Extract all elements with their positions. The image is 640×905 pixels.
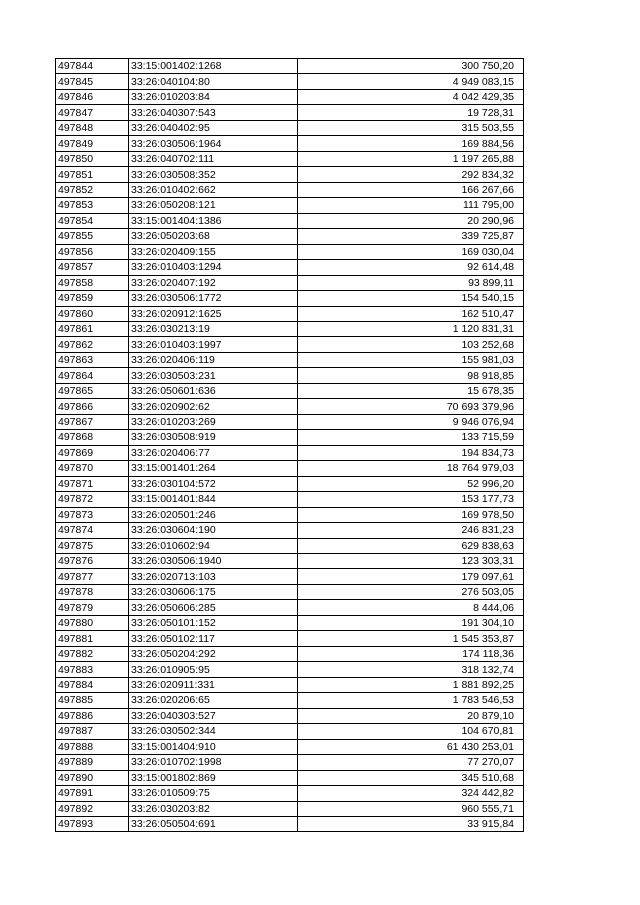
table-row (56, 414, 524, 429)
row-id-cell: 497865 (56, 383, 129, 398)
table-row (56, 646, 524, 661)
cadastral-number-cell: 33:26:020912:1625 (129, 306, 298, 321)
table-row (56, 584, 524, 599)
row-id-cell: 497886 (56, 708, 129, 723)
row-id-cell: 497869 (56, 445, 129, 460)
value-cell: 52 996,20 (298, 476, 524, 491)
value-cell: 61 430 253,01 (298, 739, 524, 754)
row-id-cell: 497851 (56, 167, 129, 182)
cadastral-number-cell: 33:15:001402:1268 (129, 59, 298, 74)
table-row (56, 461, 524, 476)
row-id-cell: 497846 (56, 89, 129, 104)
row-id-cell: 497891 (56, 786, 129, 801)
row-id-cell: 497889 (56, 755, 129, 770)
cadastral-number-cell: 33:26:030606:175 (129, 584, 298, 599)
value-cell: 345 510,68 (298, 770, 524, 785)
cadastral-number-cell: 33:26:010403:1997 (129, 337, 298, 352)
table-row (56, 182, 524, 197)
row-id-cell: 497862 (56, 337, 129, 352)
cadastral-number-cell: 33:26:040303:527 (129, 708, 298, 723)
cadastral-number-cell: 33:26:020911:331 (129, 677, 298, 692)
row-id-cell: 497845 (56, 74, 129, 89)
value-cell: 155 981,03 (298, 352, 524, 367)
table-row (56, 352, 524, 367)
table-row (56, 507, 524, 522)
value-cell: 169 978,50 (298, 507, 524, 522)
table-row (56, 321, 524, 336)
value-cell: 162 510,47 (298, 306, 524, 321)
row-id-cell: 497859 (56, 291, 129, 306)
row-id-cell: 497882 (56, 646, 129, 661)
cadastral-number-cell: 33:26:040104:80 (129, 74, 298, 89)
table-row (56, 167, 524, 182)
table-row (56, 739, 524, 754)
row-id-cell: 497852 (56, 182, 129, 197)
value-cell: 33 915,84 (298, 816, 524, 831)
cadastral-number-cell: 33:26:050606:285 (129, 600, 298, 615)
value-cell: 166 267,66 (298, 182, 524, 197)
row-id-cell: 497870 (56, 461, 129, 476)
cadastral-number-cell: 33:26:030203:82 (129, 801, 298, 816)
table-row (56, 244, 524, 259)
cadastral-number-cell: 33:26:010509:75 (129, 786, 298, 801)
table-row (56, 631, 524, 646)
row-id-cell: 497860 (56, 306, 129, 321)
value-cell: 1 545 353,87 (298, 631, 524, 646)
row-id-cell: 497880 (56, 615, 129, 630)
table-row (56, 445, 524, 460)
value-cell: 123 303,31 (298, 554, 524, 569)
cadastral-number-cell: 33:26:030104:572 (129, 476, 298, 491)
cadastral-number-cell: 33:26:020902:62 (129, 399, 298, 414)
cadastral-number-cell: 33:26:050204:292 (129, 646, 298, 661)
row-id-cell: 497888 (56, 739, 129, 754)
row-id-cell: 497857 (56, 260, 129, 275)
row-id-cell: 497871 (56, 476, 129, 491)
table-row (56, 399, 524, 414)
table-row (56, 89, 524, 104)
table-row (56, 708, 524, 723)
row-id-cell: 497867 (56, 414, 129, 429)
value-cell: 92 614,48 (298, 260, 524, 275)
row-id-cell: 497892 (56, 801, 129, 816)
value-cell: 1 120 831,31 (298, 321, 524, 336)
table-row (56, 476, 524, 491)
table-row (56, 136, 524, 151)
value-cell: 174 118,36 (298, 646, 524, 661)
table-row (56, 383, 524, 398)
cadastral-number-cell: 33:26:010602:94 (129, 538, 298, 553)
row-id-cell: 497875 (56, 538, 129, 553)
table-row (56, 120, 524, 135)
row-id-cell: 497887 (56, 724, 129, 739)
row-id-cell: 497861 (56, 321, 129, 336)
value-cell: 315 503,55 (298, 120, 524, 135)
row-id-cell: 497855 (56, 229, 129, 244)
cadastral-number-cell: 33:15:001404:1386 (129, 213, 298, 228)
value-cell: 191 304,10 (298, 615, 524, 630)
table-row (56, 600, 524, 615)
cadastral-number-cell: 33:26:020409:155 (129, 244, 298, 259)
value-cell: 103 252,68 (298, 337, 524, 352)
value-cell: 153 177,73 (298, 492, 524, 507)
table-row (56, 693, 524, 708)
table-row (56, 74, 524, 89)
value-cell: 292 834,32 (298, 167, 524, 182)
value-cell: 93 899,11 (298, 275, 524, 290)
row-id-cell: 497890 (56, 770, 129, 785)
cadastral-number-cell: 33:15:001404:910 (129, 739, 298, 754)
cadastral-number-cell: 33:26:030506:1964 (129, 136, 298, 151)
table-row (56, 786, 524, 801)
row-id-cell: 497878 (56, 584, 129, 599)
cadastral-value-table (55, 58, 524, 832)
cadastral-number-cell: 33:26:030506:1940 (129, 554, 298, 569)
cadastral-number-cell: 33:26:040402:95 (129, 120, 298, 135)
cadastral-number-cell: 33:26:030503:231 (129, 368, 298, 383)
row-id-cell: 497856 (56, 244, 129, 259)
cadastral-number-cell: 33:26:030508:919 (129, 430, 298, 445)
table-row (56, 151, 524, 166)
value-cell: 169 884,56 (298, 136, 524, 151)
cadastral-number-cell: 33:26:020406:119 (129, 352, 298, 367)
row-id-cell: 497881 (56, 631, 129, 646)
cadastral-number-cell: 33:26:030506:1772 (129, 291, 298, 306)
table-row (56, 198, 524, 213)
value-cell: 276 503,05 (298, 584, 524, 599)
cadastral-number-cell: 33:15:001802:869 (129, 770, 298, 785)
table-row (56, 337, 524, 352)
value-cell: 20 290,96 (298, 213, 524, 228)
cadastral-number-cell: 33:26:010403:1294 (129, 260, 298, 275)
value-cell: 339 725,87 (298, 229, 524, 244)
row-id-cell: 497876 (56, 554, 129, 569)
table-row (56, 523, 524, 538)
row-id-cell: 497883 (56, 662, 129, 677)
value-cell: 4 042 429,35 (298, 89, 524, 104)
value-cell: 318 132,74 (298, 662, 524, 677)
cadastral-number-cell: 33:26:050102:117 (129, 631, 298, 646)
value-cell: 169 030,04 (298, 244, 524, 259)
row-id-cell: 497853 (56, 198, 129, 213)
cadastral-number-cell: 33:26:050208:121 (129, 198, 298, 213)
cadastral-number-cell: 33:26:010702:1998 (129, 755, 298, 770)
row-id-cell: 497868 (56, 430, 129, 445)
cadastral-number-cell: 33:26:020713:103 (129, 569, 298, 584)
cadastral-number-cell: 33:26:050504:691 (129, 816, 298, 831)
value-cell: 1 783 546,53 (298, 693, 524, 708)
value-cell: 629 838,63 (298, 538, 524, 553)
value-cell: 20 879,10 (298, 708, 524, 723)
table-row (56, 306, 524, 321)
value-cell: 104 670,81 (298, 724, 524, 739)
cadastral-number-cell: 33:26:010905:95 (129, 662, 298, 677)
cadastral-number-cell: 33:26:040702:111 (129, 151, 298, 166)
table-row (56, 538, 524, 553)
row-id-cell: 497873 (56, 507, 129, 522)
value-cell: 98 918,85 (298, 368, 524, 383)
value-cell: 8 444,06 (298, 600, 524, 615)
cadastral-number-cell: 33:26:030604:190 (129, 523, 298, 538)
value-cell: 960 555,71 (298, 801, 524, 816)
table-row (56, 260, 524, 275)
value-cell: 19 728,31 (298, 105, 524, 120)
table-row (56, 770, 524, 785)
table-row (56, 662, 524, 677)
value-cell: 246 831,23 (298, 523, 524, 538)
value-cell: 133 715,59 (298, 430, 524, 445)
table-row (56, 213, 524, 228)
value-cell: 9 946 076,94 (298, 414, 524, 429)
cadastral-number-cell: 33:26:030508:352 (129, 167, 298, 182)
table-row (56, 816, 524, 831)
row-id-cell: 497863 (56, 352, 129, 367)
table-row (56, 677, 524, 692)
row-id-cell: 497849 (56, 136, 129, 151)
value-cell: 300 750,20 (298, 59, 524, 74)
row-id-cell: 497844 (56, 59, 129, 74)
row-id-cell: 497874 (56, 523, 129, 538)
cadastral-number-cell: 33:15:001401:264 (129, 461, 298, 476)
row-id-cell: 497850 (56, 151, 129, 166)
value-cell: 179 097,61 (298, 569, 524, 584)
table-row (56, 229, 524, 244)
value-cell: 154 540,15 (298, 291, 524, 306)
row-id-cell: 497864 (56, 368, 129, 383)
value-cell: 77 270,07 (298, 755, 524, 770)
table-row (56, 554, 524, 569)
cadastral-number-cell: 33:26:010203:84 (129, 89, 298, 104)
table-row (56, 755, 524, 770)
value-cell: 4 949 083,15 (298, 74, 524, 89)
cadastral-number-cell: 33:26:050203:68 (129, 229, 298, 244)
value-cell: 194 834,73 (298, 445, 524, 460)
table-row (56, 368, 524, 383)
table-row (56, 492, 524, 507)
value-cell: 1 881 892,25 (298, 677, 524, 692)
row-id-cell: 497848 (56, 120, 129, 135)
value-cell: 324 442,82 (298, 786, 524, 801)
row-id-cell: 497877 (56, 569, 129, 584)
value-cell: 111 795,00 (298, 198, 524, 213)
table-row (56, 430, 524, 445)
cadastral-number-cell: 33:26:040307:543 (129, 105, 298, 120)
row-id-cell: 497879 (56, 600, 129, 615)
table-row (56, 59, 524, 74)
cadastral-number-cell: 33:26:020406:77 (129, 445, 298, 460)
row-id-cell: 497884 (56, 677, 129, 692)
value-cell: 15 678,35 (298, 383, 524, 398)
value-cell: 1 197 265,88 (298, 151, 524, 166)
table-row (56, 724, 524, 739)
value-cell: 70 693 379,96 (298, 399, 524, 414)
cadastral-number-cell: 33:26:030502:344 (129, 724, 298, 739)
table-row (56, 105, 524, 120)
value-cell: 18 764 979,03 (298, 461, 524, 476)
table-row (56, 275, 524, 290)
cadastral-number-cell: 33:26:020407:192 (129, 275, 298, 290)
cadastral-number-cell: 33:26:030213:19 (129, 321, 298, 336)
row-id-cell: 497872 (56, 492, 129, 507)
table-row (56, 291, 524, 306)
cadastral-number-cell: 33:26:010402:662 (129, 182, 298, 197)
cadastral-number-cell: 33:26:010203:269 (129, 414, 298, 429)
row-id-cell: 497866 (56, 399, 129, 414)
row-id-cell: 497893 (56, 816, 129, 831)
cadastral-number-cell: 33:26:050601:636 (129, 383, 298, 398)
cadastral-number-cell: 33:26:050101:152 (129, 615, 298, 630)
row-id-cell: 497854 (56, 213, 129, 228)
row-id-cell: 497847 (56, 105, 129, 120)
row-id-cell: 497885 (56, 693, 129, 708)
table-row (56, 801, 524, 816)
table-body (56, 59, 524, 832)
cadastral-number-cell: 33:15:001401:844 (129, 492, 298, 507)
table-row (56, 569, 524, 584)
cadastral-number-cell: 33:26:020501:246 (129, 507, 298, 522)
row-id-cell: 497858 (56, 275, 129, 290)
cadastral-number-cell: 33:26:020206:65 (129, 693, 298, 708)
table-row (56, 615, 524, 630)
